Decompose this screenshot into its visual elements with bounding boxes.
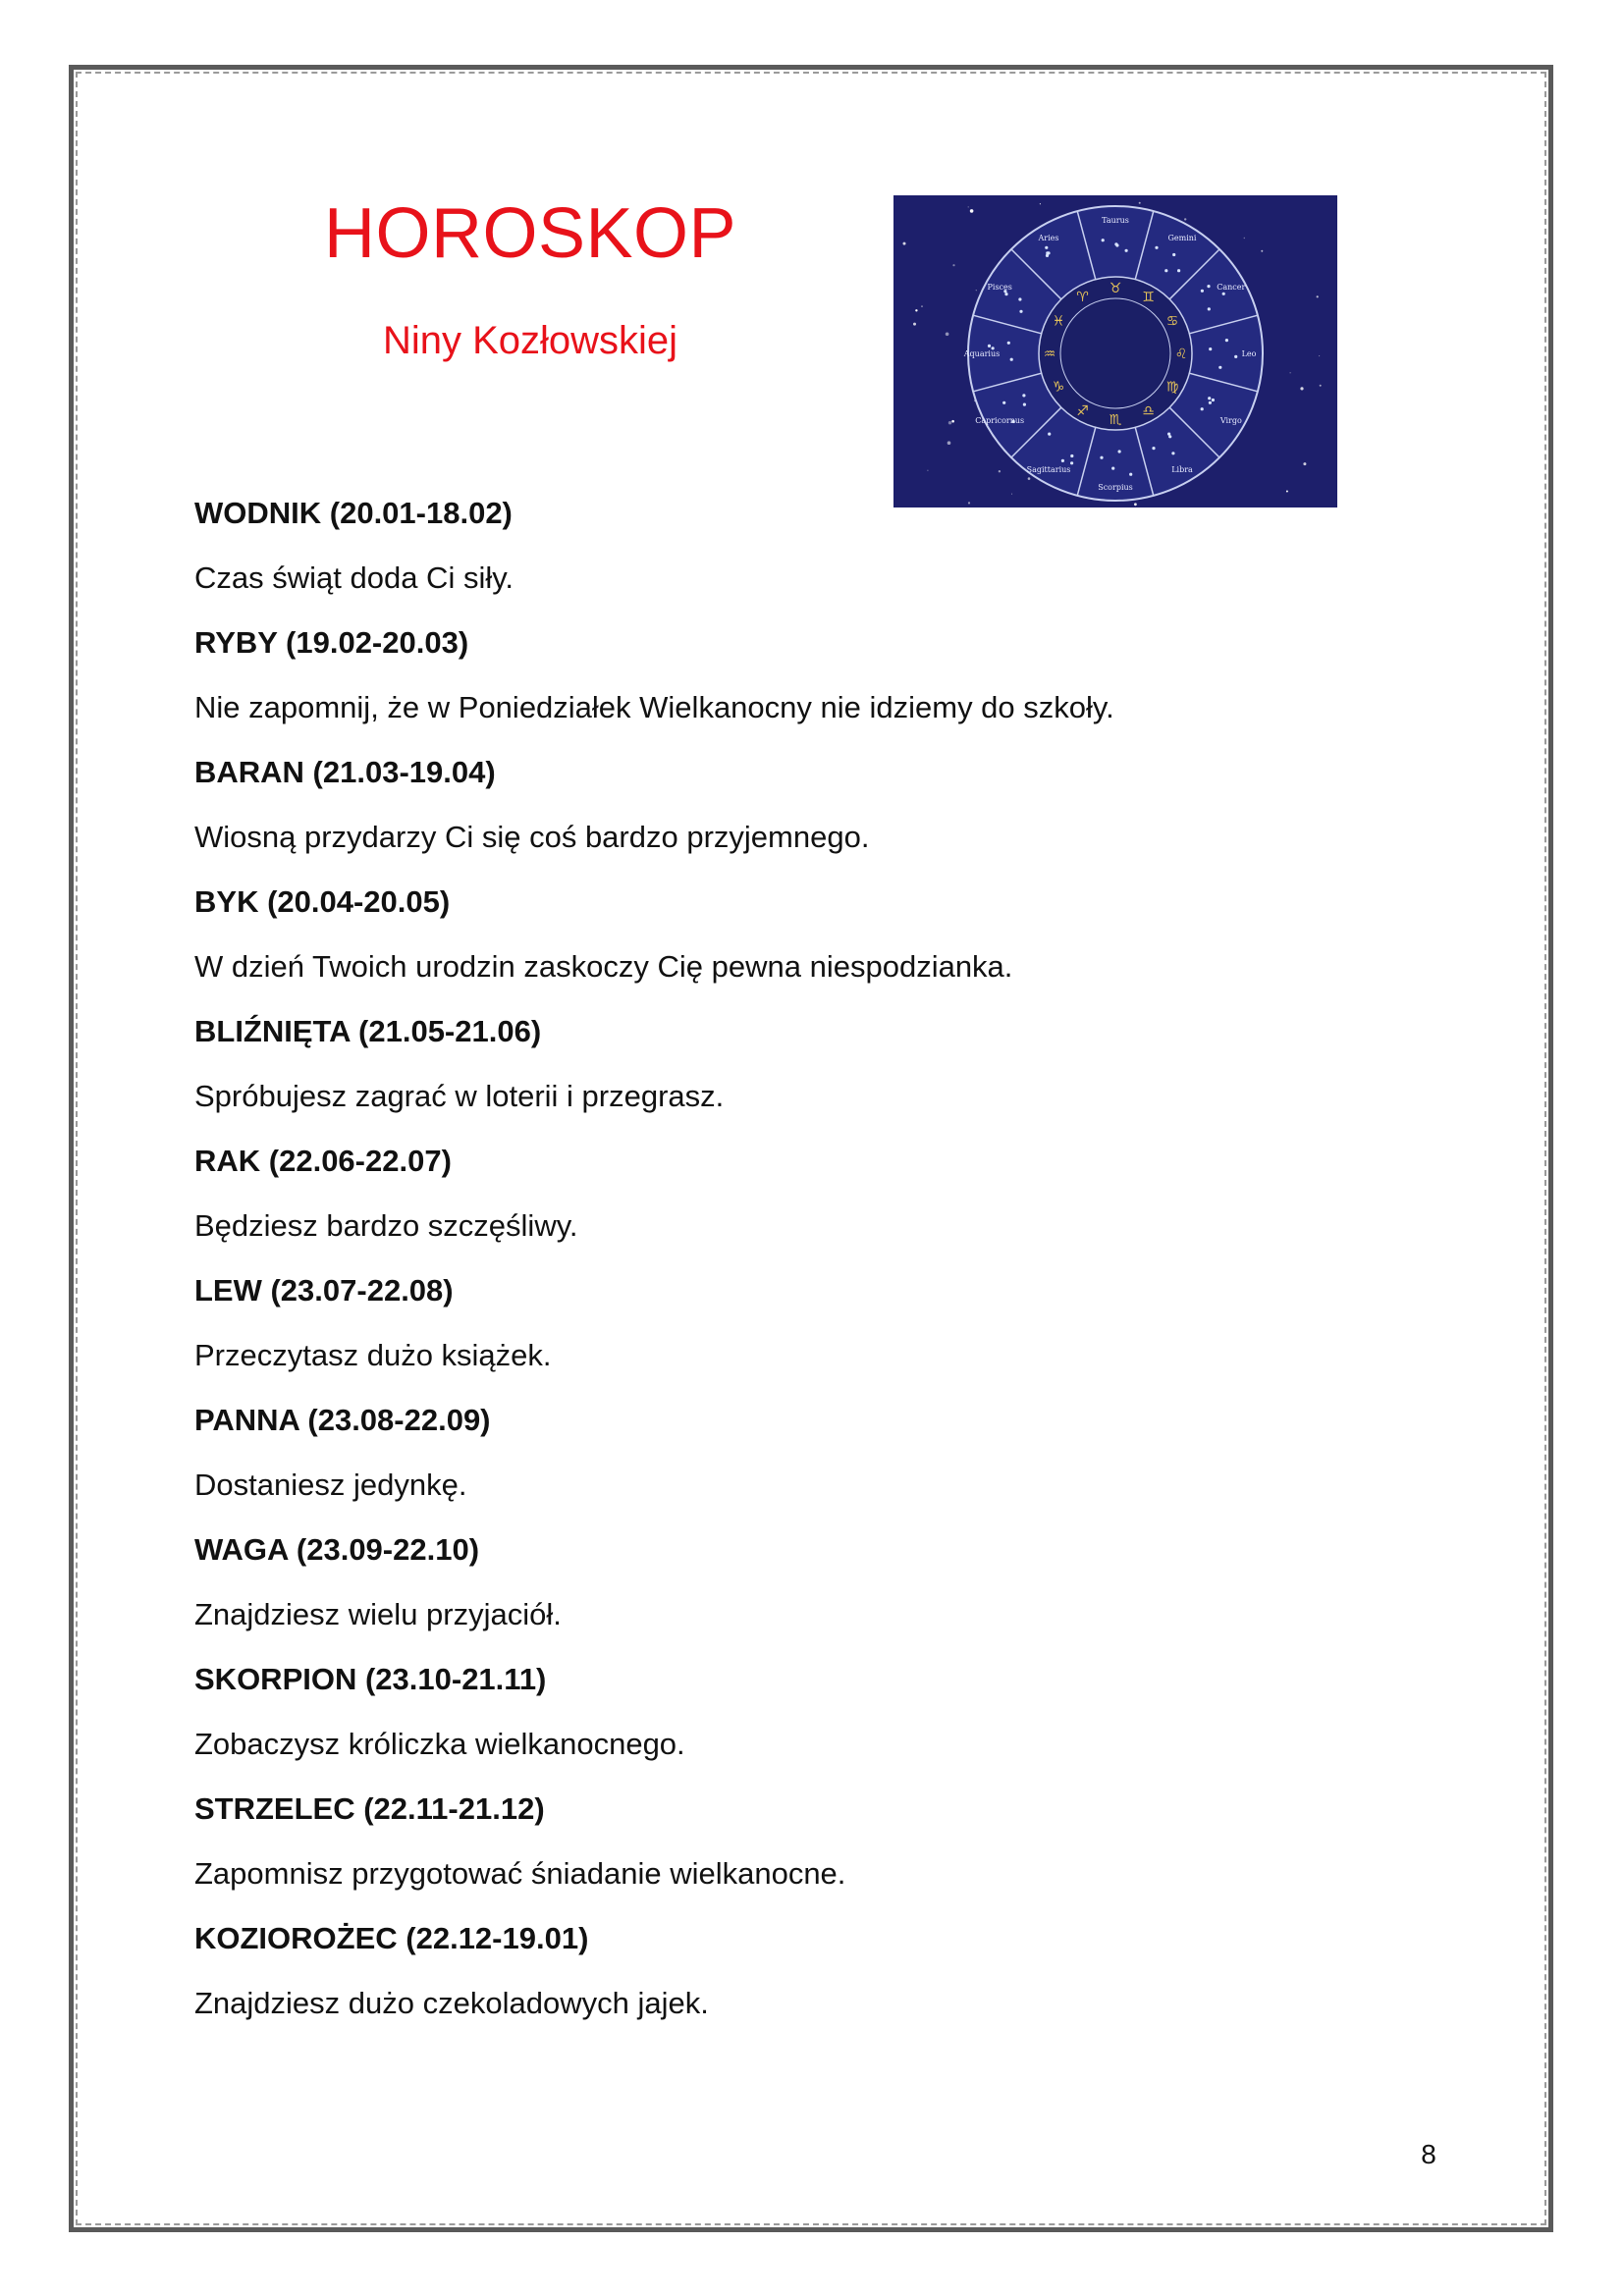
zodiac-wheel-image (893, 195, 1337, 507)
page-subtitle: Niny Kozłowskiej (382, 319, 678, 362)
constellation-star-icon (1125, 249, 1128, 252)
zodiac-label: Cancer (1217, 283, 1246, 292)
star-icon (1319, 355, 1320, 356)
star-icon (970, 209, 974, 213)
zodiac-label: Aquarius (963, 349, 1001, 358)
zodiac-label: Taurus (1102, 216, 1129, 225)
constellation-star-icon (1218, 366, 1221, 369)
sign-prediction: W dzień Twoich urodzin zaskoczy Cię pewna niespodzianka. (194, 949, 1013, 984)
zodiac-symbol-icon: ♒ (1043, 347, 1056, 362)
zodiac-symbol-icon: ♏ (1109, 412, 1122, 428)
zodiac-symbol-icon: ♊ (1142, 290, 1155, 305)
constellation-star-icon (1004, 293, 1007, 295)
star-icon (1261, 250, 1263, 252)
star-icon (921, 305, 923, 307)
zodiac-label: Gemini (1167, 234, 1197, 243)
star-icon (952, 264, 954, 266)
sign-heading: LEW (23.07-22.08) (194, 1273, 454, 1308)
star-icon (948, 421, 951, 424)
constellation-star-icon (1007, 342, 1010, 345)
constellation-star-icon (1207, 285, 1210, 288)
zodiac-symbol-icon: ♑ (1052, 379, 1065, 396)
page-number: 8 (1421, 2139, 1436, 2169)
constellation-star-icon (1002, 401, 1005, 404)
horoscope-entry (194, 1129, 1422, 1258)
constellation-star-icon (1023, 403, 1026, 406)
constellation-star-icon (1129, 473, 1132, 476)
horoscope-entry (194, 1906, 1422, 2036)
horoscope-entry (194, 870, 1422, 999)
star-icon (1040, 203, 1041, 204)
sign-prediction: Dostaniesz jedynkę. (194, 1468, 467, 1502)
sign-heading: RAK (22.06-22.07) (194, 1144, 452, 1178)
star-icon (1028, 477, 1031, 480)
horoscope-entry (194, 1518, 1422, 1647)
zodiac-symbol-icon: ♉ (1109, 281, 1122, 296)
sign-prediction: Czas świąt doda Ci siły. (194, 561, 514, 595)
sign-prediction: Będziesz bardzo szczęśliwy. (194, 1208, 578, 1243)
constellation-star-icon (1152, 447, 1155, 450)
star-icon (946, 333, 949, 337)
zodiac-label: Libra (1171, 464, 1193, 474)
horoscope-entry (194, 1388, 1422, 1518)
constellation-star-icon (1048, 433, 1051, 436)
constellation-star-icon (1201, 407, 1204, 410)
horoscope-list (194, 481, 1422, 2036)
horoscope-entry (194, 481, 1422, 611)
star-icon (1244, 238, 1245, 239)
zodiac-label: Virgo (1219, 416, 1242, 425)
horoscope-entry (194, 999, 1422, 1129)
star-icon (915, 309, 917, 311)
sign-prediction: Nie zapomnij, że w Poniedziałek Wielkanocny nie idziemy do szkoły. (194, 690, 1114, 724)
horoscope-entry (194, 740, 1422, 870)
star-icon (913, 323, 916, 326)
sign-prediction: Zobaczysz króliczka wielkanocnego. (194, 1727, 685, 1761)
zodiac-symbol-icon: ♋ (1165, 313, 1179, 330)
constellation-star-icon (1208, 307, 1211, 310)
wheel-middle-ring (1039, 277, 1192, 430)
constellation-star-icon (1212, 399, 1215, 401)
sign-heading: BYK (20.04-20.05) (194, 884, 451, 919)
constellation-star-icon (1208, 397, 1211, 400)
constellation-star-icon (1167, 433, 1170, 436)
page-title: HOROSKOP (323, 194, 737, 273)
horoscope-entry (194, 611, 1422, 740)
constellation-star-icon (1118, 450, 1121, 453)
star-icon (1300, 387, 1303, 390)
sign-heading: WODNIK (20.01-18.02) (194, 496, 513, 530)
constellation-star-icon (1234, 355, 1237, 358)
sign-heading: BARAN (21.03-19.04) (194, 755, 496, 789)
star-icon (947, 441, 951, 445)
constellation-star-icon (1102, 239, 1105, 241)
star-icon (968, 206, 969, 207)
constellation-star-icon (1171, 452, 1174, 454)
zodiac-label: Pisces (987, 283, 1012, 292)
constellation-star-icon (1222, 293, 1225, 295)
sign-prediction: Znajdziesz dużo czekoladowych jajek. (194, 1986, 709, 2020)
constellation-star-icon (1022, 394, 1025, 397)
star-icon (927, 470, 928, 471)
zodiac-symbol-icon: ♌ (1174, 347, 1188, 362)
sign-heading: RYBY (19.02-20.03) (194, 625, 469, 660)
constellation-star-icon (1209, 401, 1212, 404)
star-icon (1303, 462, 1306, 465)
constellation-star-icon (1209, 347, 1212, 350)
sign-prediction: Znajdziesz wielu przyjaciół. (194, 1597, 562, 1631)
constellation-star-icon (1010, 358, 1013, 361)
constellation-star-icon (1018, 297, 1021, 300)
zodiac-label: Scorpius (1098, 483, 1133, 492)
zodiac-symbol-icon: ♐ (1076, 403, 1089, 419)
sign-heading: KOZIOROŻEC (22.12-19.01) (194, 1921, 589, 1955)
constellation-star-icon (1070, 461, 1073, 464)
sign-prediction: Przeczytasz dużo książek. (194, 1338, 552, 1372)
sign-prediction: Spróbujesz zagrać w loterii i przegrasz. (194, 1079, 725, 1113)
star-icon (976, 290, 977, 291)
horoscope-entry (194, 1647, 1422, 1777)
zodiac-label: Sagittarius (1026, 464, 1071, 474)
constellation-star-icon (1111, 467, 1114, 470)
star-icon (999, 470, 1001, 472)
sign-heading: WAGA (23.09-22.10) (194, 1532, 480, 1567)
star-icon (1320, 385, 1322, 387)
constellation-star-icon (1100, 456, 1103, 459)
constellation-star-icon (1045, 246, 1048, 249)
constellation-star-icon (1225, 339, 1228, 342)
sign-prediction: Zapomnisz przygotować śniadanie wielkanocne. (194, 1856, 846, 1891)
constellation-star-icon (1046, 254, 1049, 257)
star-icon (1290, 372, 1291, 373)
constellation-star-icon (1201, 290, 1204, 293)
star-icon (1317, 295, 1319, 297)
star-icon (903, 242, 906, 245)
constellation-star-icon (1164, 269, 1167, 272)
zodiac-symbol-icon: ♈ (1076, 290, 1089, 305)
sign-heading: BLIŹNIĘTA (21.05-21.06) (194, 1014, 542, 1048)
constellation-star-icon (1155, 246, 1158, 249)
constellation-star-icon (988, 345, 991, 347)
constellation-star-icon (1061, 459, 1064, 462)
constellation-star-icon (1070, 454, 1073, 457)
zodiac-label: Capricornus (975, 416, 1025, 425)
sign-heading: SKORPION (23.10-21.11) (194, 1662, 547, 1696)
constellation-star-icon (1177, 269, 1180, 272)
sign-prediction: Wiosną przydarzy Ci się coś bardzo przyjemnego. (194, 820, 870, 854)
zodiac-label: Leo (1241, 349, 1257, 358)
sign-heading: PANNA (23.08-22.09) (194, 1403, 491, 1437)
zodiac-symbol-icon: ♎ (1142, 403, 1155, 419)
constellation-star-icon (1019, 310, 1022, 313)
zodiac-symbol-icon: ♓ (1052, 313, 1065, 330)
star-icon (951, 420, 954, 423)
star-icon (1184, 218, 1186, 220)
constellation-star-icon (1114, 242, 1117, 245)
zodiac-label: Aries (1038, 234, 1059, 243)
horoscope-entry (194, 1777, 1422, 1906)
zodiac-symbol-icon: ♍ (1165, 379, 1179, 396)
constellation-star-icon (1172, 253, 1175, 256)
sign-heading: STRZELEC (22.11-21.12) (194, 1791, 545, 1826)
horoscope-entry (194, 1258, 1422, 1388)
star-icon (1139, 202, 1141, 204)
